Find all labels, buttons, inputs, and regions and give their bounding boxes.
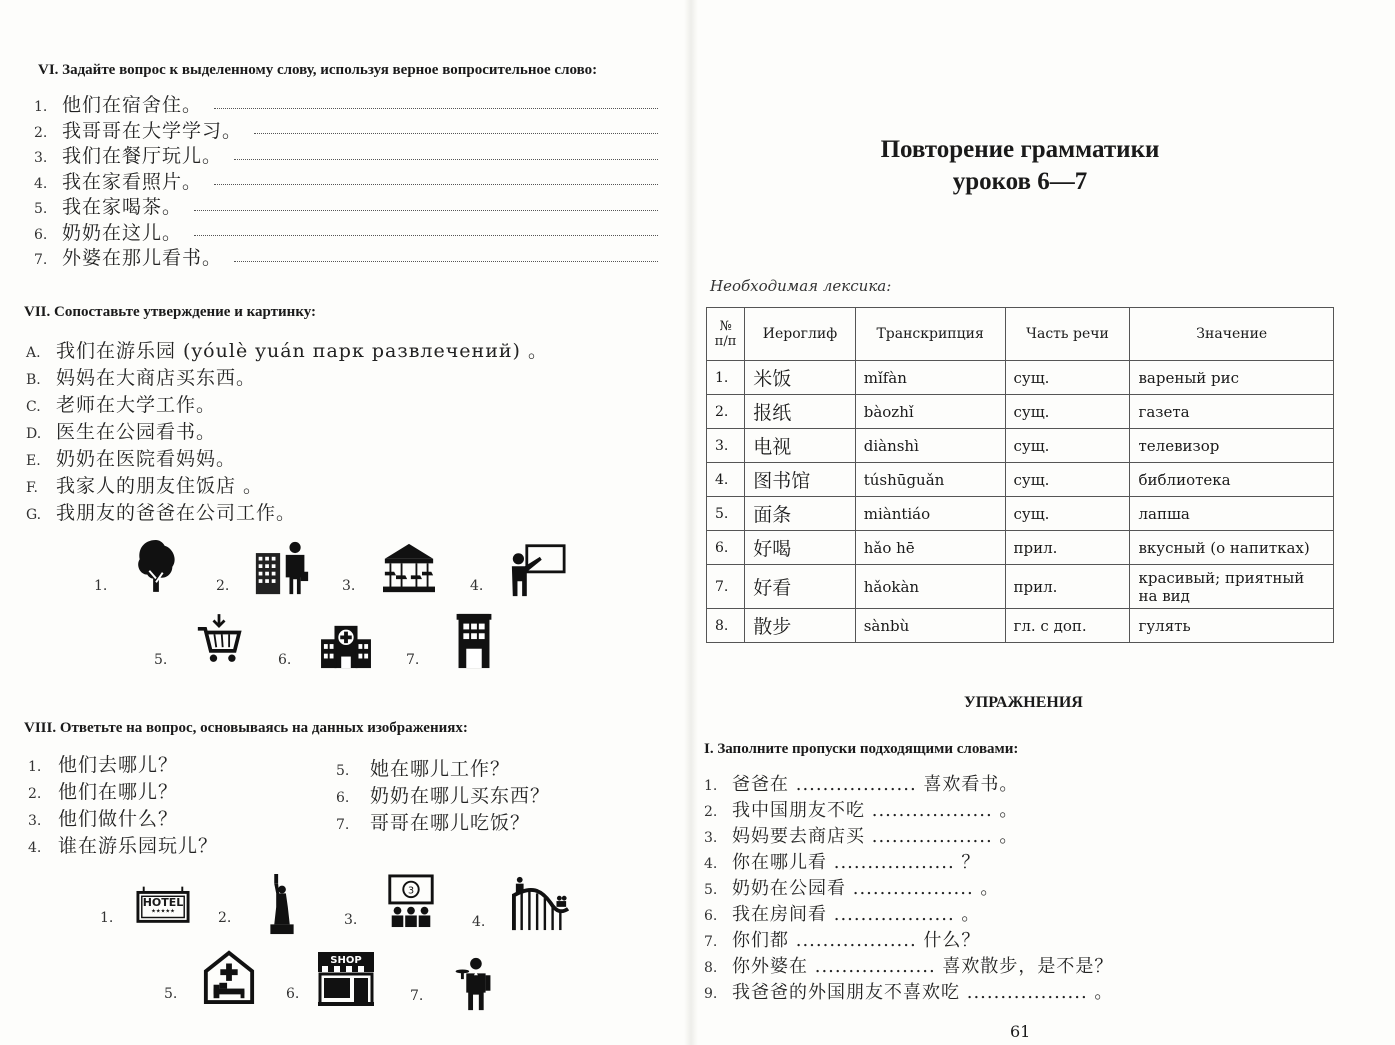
item-number: D. [26,426,42,442]
item-number: 8. [704,960,718,976]
exercise-1-heading: I. Заполните пропуски подходящими словами: [704,741,1019,757]
table-cell: 1. [707,361,745,395]
item-number: A. [26,345,41,361]
picture-number: 1. [100,910,114,926]
item-number: 5. [34,201,48,217]
list-item [34,243,242,269]
roller-coaster-icon [512,874,570,936]
picture-number: 4. [470,578,484,594]
table-cell: прил. [1005,565,1130,609]
table-cell: sànbù [855,609,1005,643]
list-item [34,167,242,193]
list-item [26,444,548,471]
table-cell: 电视 [745,429,856,463]
item-text: 妈妈在大商店买东西。 [56,367,257,389]
item-text: 他们在哪儿？ [58,781,179,803]
item-text: 我在家看照片。 [62,170,203,193]
hotel-sign-label: HOTEL [142,896,184,909]
list-item [26,390,548,417]
list-item [26,498,548,525]
vocabulary-table-header [707,308,1334,361]
table-cell: 米饭 [745,361,856,395]
picture-number: 6. [278,652,292,668]
table-cell: 4. [707,463,745,497]
table-row [707,361,1334,395]
table-cell: библиотека [1130,463,1334,497]
tree-icon [132,536,180,598]
item-text: 你们都 .................. 什么？ [732,930,981,951]
item-text: 我家人的朋友住饭店 。 [56,475,264,497]
table-row [707,429,1334,463]
office-worker-icon [254,540,310,600]
item-text: 奶奶在哪儿买东西？ [370,785,551,807]
exercise-8-questions-col2 [336,754,550,835]
exercise-7-heading: VII. Сопоставьте утверждение и картинку: [24,304,317,320]
list-item [34,116,242,142]
item-text: 你外婆在 .................. 喜欢散步，是不是？ [732,956,1114,977]
picture-number: 7. [410,988,424,1004]
table-cell: телевизор [1130,429,1334,463]
item-text: 我爸爸的外国朋友不喜欢吃 .................. 。 [732,982,1114,1003]
item-number: 2. [28,786,42,802]
table-row [707,463,1334,497]
exercises-title: УПРАЖНЕНИЯ [964,694,1083,711]
item-text: 我在家喝茶。 [62,196,183,218]
list-item [34,192,242,218]
table-cell: hǎokàn [855,565,1005,609]
item-number: 4. [34,175,48,192]
exercise-6-heading: VI. Задайте вопрос к выделенному слову, используя верное вопросительное слово: [38,62,598,78]
list-item [34,90,242,116]
item-text: 妈妈要去商店买 .................. 。 [732,826,1019,847]
table-header-cell: № п/п [707,308,745,361]
answer-blank[interactable] [214,184,658,185]
hotel-sign-icon [136,884,190,928]
exercise-8-questions-col1 [28,750,218,858]
chapter-title-line1: Повторение грамматики [880,136,1160,163]
table-cell: 散步 [745,609,856,643]
answer-blank[interactable] [234,159,658,160]
exercise-6-list [34,90,242,269]
picture-number: 1. [94,578,108,594]
list-item [26,363,548,390]
item-text: 我在房间看 .................. 。 [732,904,981,925]
table-cell: diànshì [855,429,1005,463]
item-number: 1. [34,99,48,115]
list-item [28,831,218,858]
table-header-cell: Значение [1130,308,1334,361]
list-item [28,804,218,831]
chapter-title [820,134,1220,198]
carousel-icon [380,542,438,598]
table-cell: 图书馆 [745,463,856,497]
vocabulary-table [706,307,1334,643]
item-text: 我中国朋友不吃 .................. 。 [732,800,1019,821]
list-item [34,218,242,244]
item-number: 4. [28,840,42,856]
item-text: 奶奶在这儿。 [62,221,183,244]
table-cell: прил. [1005,531,1130,565]
item-text: 他们做什么？ [58,808,179,830]
list-item [704,874,1113,900]
item-number: 4. [704,856,718,872]
item-text: 他们在宿舍住。 [62,94,203,116]
list-item [704,796,1113,822]
item-number: 6. [34,226,48,243]
exercise-7-list [26,336,548,525]
list-item [704,952,1113,978]
item-text: 哥哥在哪儿吃饭？ [370,812,531,834]
list-item [704,822,1113,848]
item-text: 老师在大学工作。 [56,394,217,416]
table-cell: гл. с доп. [1005,609,1130,643]
picture-number: 3. [344,912,358,928]
answer-blank[interactable] [254,133,658,134]
picture-number: 3. [342,578,356,594]
table-cell: сущ. [1005,361,1130,395]
table-cell: сущ. [1005,395,1130,429]
picture-number: 2. [218,910,232,926]
item-number: E. [26,453,41,469]
list-item [336,781,550,808]
table-cell: mǐfàn [855,361,1005,395]
list-item [336,754,550,781]
table-cell: túshūguǎn [855,463,1005,497]
item-number: F. [26,480,38,496]
item-text: 我们在餐厅玩儿。 [62,145,223,167]
hospital-bed-icon [202,950,256,1008]
item-text: 你在哪儿看 .................. ？ [732,852,981,873]
table-cell: 6. [707,531,745,565]
item-number: 6. [336,790,350,806]
table-cell: сущ. [1005,463,1130,497]
table-row [707,531,1334,565]
answer-blank[interactable] [234,261,658,262]
item-text: 外婆在那儿看书。 [62,247,223,269]
item-number: 1. [704,778,718,794]
table-header-cell: Иероглиф [745,308,856,361]
page-number: 61 [1010,1022,1031,1041]
list-item [704,900,1113,926]
table-cell: 报纸 [745,395,856,429]
table-cell: 好看 [745,565,856,609]
exercise-8-heading: VIII. Ответьте на вопрос, основываясь на данных изображениях: [24,720,468,736]
waiter-icon [454,954,494,1016]
vocabulary-label: Необходимая лексика: [710,277,892,295]
item-number: 5. [336,763,350,779]
table-cell: вкусный (о напитках) [1130,531,1334,565]
item-text: 奶奶在医院看妈妈。 [56,448,237,470]
item-number: 3. [34,150,48,166]
item-number: B. [26,372,41,388]
vocabulary-table-body [707,361,1334,643]
list-item [26,336,548,363]
table-cell: красивый; приятный на вид [1130,565,1334,609]
table-cell: сущ. [1005,429,1130,463]
table-row [707,497,1334,531]
table-cell: 2. [707,395,745,429]
item-text: 爸爸在 .................. 喜欢看书。 [732,774,1019,795]
table-cell: лапша [1130,497,1334,531]
list-item [34,141,242,167]
answer-blank[interactable] [194,235,658,236]
list-item [704,770,1113,796]
list-item [336,808,550,835]
table-cell: miàntiáo [855,497,1005,531]
item-text: 谁在游乐园玩儿？ [58,835,219,857]
item-text: 医生在公园看书。 [56,421,217,443]
hospital-icon [318,622,374,674]
list-item [704,926,1113,952]
table-cell: гулять [1130,609,1334,643]
table-cell: hǎo hē [855,531,1005,565]
item-number: 6. [704,908,718,924]
item-text: 我哥哥在大学学习。 [62,119,243,142]
item-text: 他们去哪儿？ [58,754,179,776]
list-item [26,417,548,444]
statue-of-liberty-icon [264,874,300,940]
chapter-title-line2: уроков 6—7 [952,168,1088,195]
picture-number: 5. [164,986,178,1002]
exercise-1-list [704,770,1113,1004]
table-cell: 3. [707,429,745,463]
item-number: 7. [336,817,350,833]
picture-number: 2. [216,578,230,594]
table-cell: 5. [707,497,745,531]
item-number: 2. [34,124,48,141]
item-number: 9. [704,986,718,1002]
item-number: 2. [704,804,718,820]
list-item [28,750,218,777]
item-text: 我朋友的爸爸在公司工作。 [56,502,297,524]
picture-number: 4. [472,914,486,930]
table-cell: 7. [707,565,745,609]
left-page [0,0,690,1045]
table-row [707,565,1334,609]
right-page [690,0,1395,1045]
shopping-cart-icon [196,610,242,670]
answer-blank[interactable] [194,210,658,211]
table-row [707,609,1334,643]
item-text: 我们在游乐园 (yóulè yuán парк развлечений) 。 [56,340,548,362]
item-text: 她在哪儿工作？ [370,758,511,780]
table-cell: сущ. [1005,497,1130,531]
list-item [704,978,1113,1004]
table-header-cell: Часть речи [1005,308,1130,361]
item-number: 7. [34,252,48,268]
table-cell: вареный рис [1130,361,1334,395]
item-number: 5. [704,882,718,898]
list-item [26,471,548,498]
item-number: 3. [704,830,718,846]
item-number: 7. [704,934,718,950]
shop-icon [316,950,376,1010]
list-item [704,848,1113,874]
table-row [707,395,1334,429]
picture-number: 6. [286,986,300,1002]
picture-number: 7. [406,652,420,668]
picture-number: 5. [154,652,168,668]
answer-blank[interactable] [214,108,658,109]
table-cell: 好喝 [745,531,856,565]
table-header-cell: Транскрипция [855,308,1005,361]
table-cell: 8. [707,609,745,643]
item-number: 1. [28,759,42,775]
table-cell: bàozhǐ [855,395,1005,429]
item-number: G. [26,507,42,523]
table-cell: 面条 [745,497,856,531]
building-icon [454,612,494,674]
teacher-board-icon [508,542,568,602]
item-text: 奶奶在公园看 .................. 。 [732,878,1000,899]
item-number: C. [26,399,41,415]
list-item [28,777,218,804]
cinema-icon [384,874,438,932]
table-cell: газета [1130,395,1334,429]
item-number: 3. [28,813,42,829]
